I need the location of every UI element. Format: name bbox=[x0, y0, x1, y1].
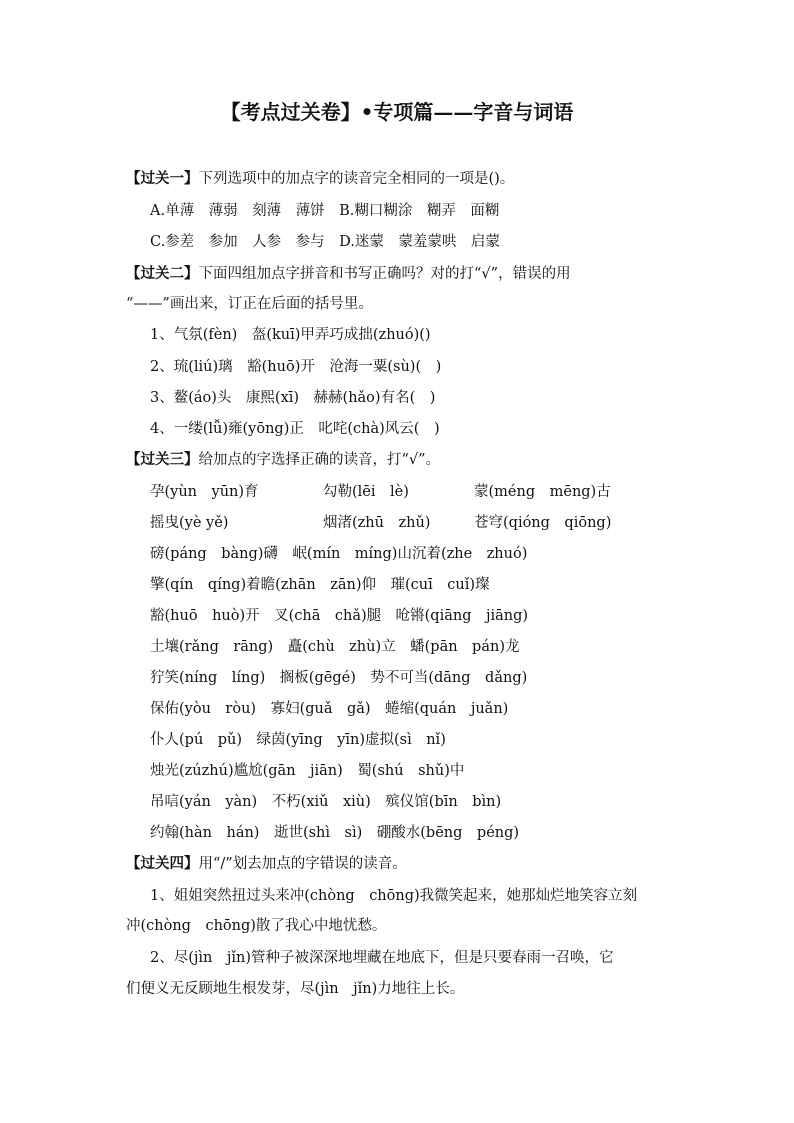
section4-question-text: 用“/”划去加点的字错误的读音。 bbox=[198, 856, 407, 872]
section3-row2-item3: 苍穹(qióng qiōng) bbox=[474, 515, 612, 531]
section3-row9: 仆人(pú pǔ) 绿茵(yīng yīn)虚拟(sì nǐ) bbox=[150, 732, 446, 748]
section3-row4: 擎(qín qíng)着瞻(zhān zān)仰 璀(cuī cuǐ)璨 bbox=[150, 577, 490, 593]
section4-heading: 【过关四】 bbox=[126, 855, 199, 872]
section2-item-4: 4、一缕(lǚ)雍(yōng)正 叱咤(chà)风云( ) bbox=[150, 421, 440, 437]
section3-row12: 约翰(hàn hán) 逝世(shì sì) 硼酸水(bēng péng) bbox=[150, 825, 520, 841]
section3-row1-item2: 勾勒(lēi lè) bbox=[323, 484, 409, 500]
section3-row1-item1: 孕(yùn yūn)育 bbox=[150, 484, 259, 500]
section3-heading: 【过关三】 bbox=[126, 451, 199, 468]
section3-row10: 烛光(zúzhú)尴尬(gān jiān) 蜀(shú shǔ)中 bbox=[150, 763, 465, 779]
section3-row6: 土壤(rǎng rāng) 矗(chù zhù)立 蟠(pān pán)龙 bbox=[150, 639, 520, 655]
section1-question-text: 下列选项中的加点字的读音完全相同的一项是()。 bbox=[198, 171, 515, 187]
section3-row3: 磅(páng bàng)礴 岷(mín míng)山沉着(zhe zhuó) bbox=[150, 546, 528, 562]
section2-item-2: 2、琉(liú)璃 豁(huō)开 沧海一粟(sù)( ) bbox=[150, 359, 442, 375]
section2-question-text-1: 下面四组加点字拼音和书写正确吗？对的打“√”，错误的用 bbox=[198, 266, 571, 282]
section3-row5: 豁(huō huò)开 叉(chā chǎ)腿 呛锵(qiāng jiāng) bbox=[150, 608, 529, 624]
section3-row7: 狞笑(níng líng) 搁板(gēgé) 势不可当(dāng dǎng) bbox=[150, 670, 528, 686]
section1-question bbox=[126, 169, 514, 189]
section2-heading: 【过关二】 bbox=[126, 265, 199, 282]
section3-row1-item3: 蒙(méng mēng)古 bbox=[474, 484, 611, 500]
section2-item-3: 3、鳌(áo)头 康熙(xī) 赫赫(hǎo)有名( ) bbox=[150, 390, 436, 406]
section3-row2-item2: 烟渚(zhū zhǔ) bbox=[323, 515, 431, 531]
section4-item2-line1: 2、尽(jìn jǐn)管种子被深深地埋藏在地底下，但是只要春雨一召唤，它 bbox=[150, 950, 614, 966]
section4-item1-line1: 1、姐姐突然扭过头来冲(chòng chōng)我微笑起来，她那灿烂地笑容立刻 bbox=[150, 888, 638, 904]
section4-item2-line2: 们便义无反顾地生根发芽，尽(jìn jǐn)力地往上长。 bbox=[126, 981, 465, 997]
section3-question-text: 给加点的字选择正确的读音，打“√”。 bbox=[198, 452, 441, 468]
section3-row2-item1: 摇曳(yè yě) bbox=[150, 515, 229, 531]
section1-options-cd: C.参差 参加 人参 参与 D.迷蒙 蒙羞蒙哄 启蒙 bbox=[150, 234, 500, 250]
section4-item1-line2: 冲(chòng chōng)散了我心中地忧愁。 bbox=[126, 918, 387, 934]
section3-question bbox=[126, 450, 440, 470]
section2-item-1: 1、气氛(fèn) 盔(kuī)甲弄巧成拙(zhuó)() bbox=[150, 327, 431, 343]
section3-row11: 吊唁(yán yàn) 不朽(xiǔ xiù) 殡仪馆(bīn bìn) bbox=[150, 794, 502, 810]
section1-options-ab: A.单薄 薄弱 刻薄 薄饼 B.糊口糊涂 糊弄 面糊 bbox=[150, 203, 500, 219]
page-title: 【考点过关卷】•专项篇——字音与词语 bbox=[220, 100, 574, 124]
section4-question bbox=[126, 854, 407, 874]
section1-heading: 【过关一】 bbox=[126, 170, 199, 187]
section2-question bbox=[126, 264, 571, 284]
section2-question-text-2: “——”画出来，订正在后面的括号里。 bbox=[126, 296, 373, 312]
section3-row8: 保佑(yòu ròu) 寡妇(guǎ gǎ) 蜷缩(quán juǎn) bbox=[150, 701, 509, 717]
